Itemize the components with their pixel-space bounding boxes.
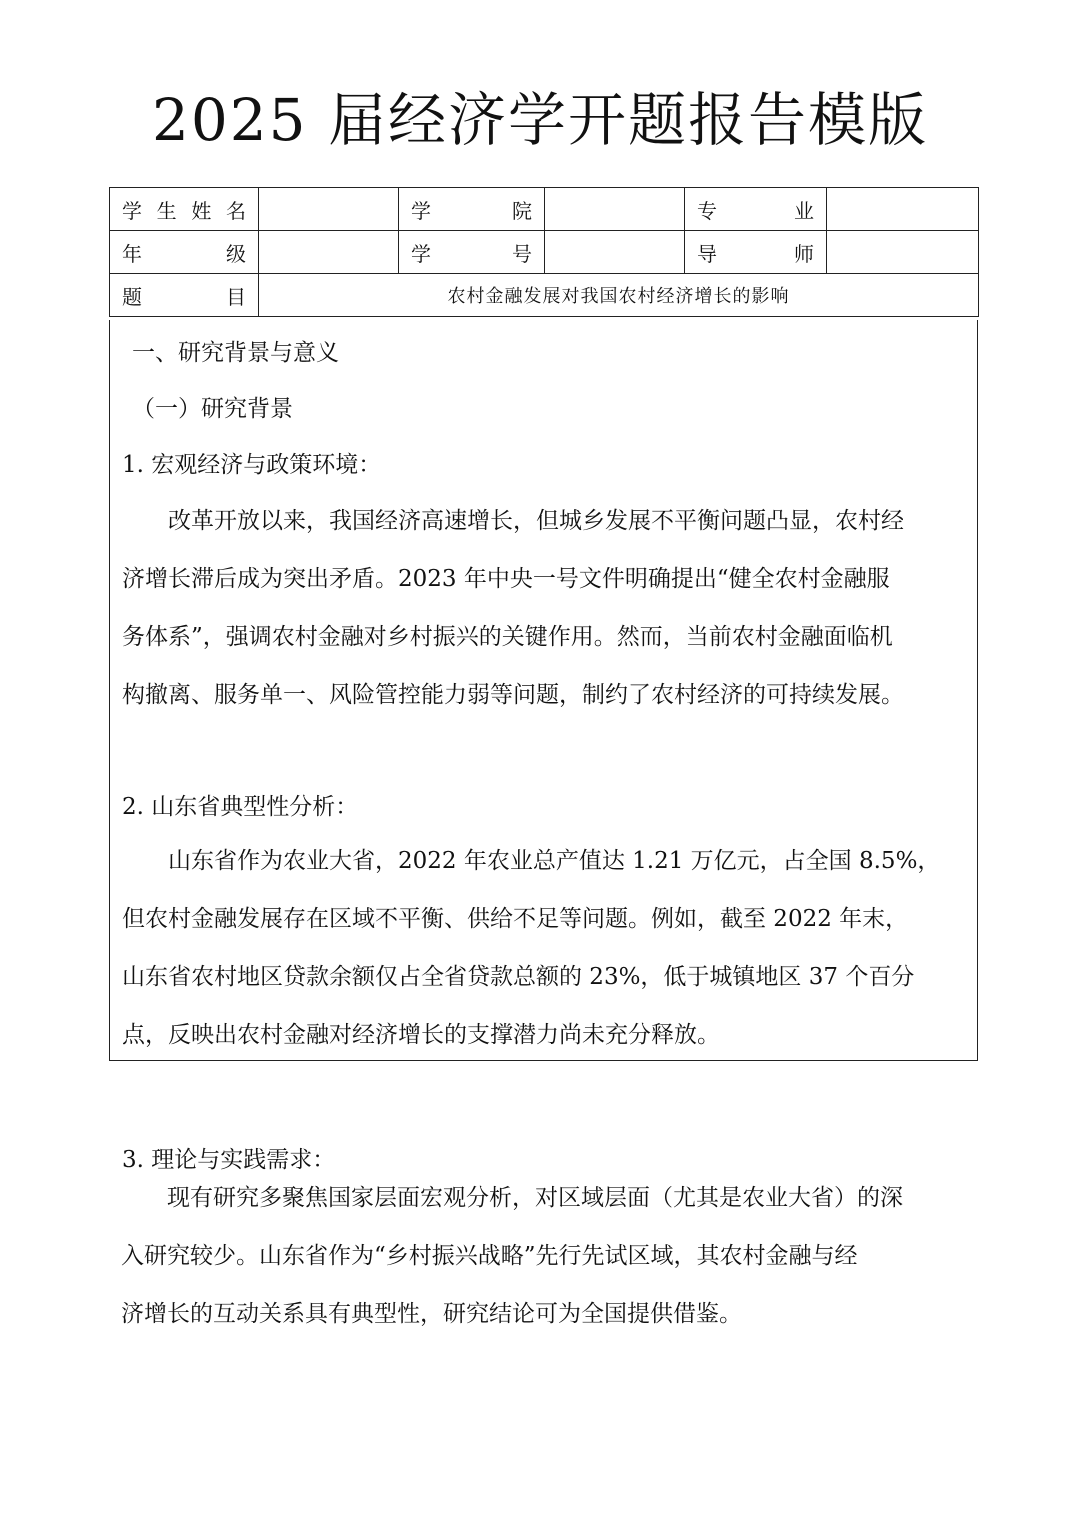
college-field[interactable] xyxy=(545,188,685,231)
advisor-label-cell xyxy=(685,231,827,274)
table-row xyxy=(110,274,979,317)
grade-label: 年 级 xyxy=(122,241,246,266)
paragraph-line: 山东省农村地区贷款余额仅占全省贷款总额的 23%，低于城镇地区 37 个百分 xyxy=(122,964,915,990)
grade-label-cell xyxy=(110,231,259,274)
student-id-label-cell xyxy=(399,231,545,274)
subsection-heading: （一）研究背景 xyxy=(132,396,293,422)
paragraph-line: 务体系”，强调农村金融对乡村振兴的关键作用。然而，当前农村金融面临机 xyxy=(122,624,893,650)
major-field[interactable] xyxy=(827,188,979,231)
topic-label-cell xyxy=(110,274,259,317)
item-heading: 3. 理论与实践需求： xyxy=(122,1147,336,1173)
paragraph-line: 济增长滞后成为突出矛盾。2023 年中央一号文件明确提出“健全农村金融服 xyxy=(122,566,890,592)
topic-label: 题 目 xyxy=(122,284,246,309)
table-row xyxy=(110,188,979,231)
section-heading: 一、研究背景与意义 xyxy=(132,340,339,366)
student-name-field[interactable] xyxy=(259,188,399,231)
paragraph-line: 现有研究多聚焦国家层面宏观分析，对区域层面（尤其是农业大省）的深 xyxy=(167,1185,903,1211)
item-heading: 1. 宏观经济与政策环境： xyxy=(122,452,382,478)
paragraph-line: 构撤离、服务单一、风险管控能力弱等问题，制约了农村经济的可持续发展。 xyxy=(122,682,904,708)
table-row xyxy=(110,231,979,274)
student-name-label: 学 生 姓 名 xyxy=(122,198,246,223)
content-box xyxy=(109,320,978,1173)
item-heading: 2. 山东省典型性分析： xyxy=(122,794,359,820)
major-label-cell xyxy=(685,188,827,231)
paragraph-3 xyxy=(121,1169,969,1343)
paragraph-2 xyxy=(122,832,970,1064)
paragraph-line: 点，反映出农村金融对经济增长的支撑潜力尚未充分释放。 xyxy=(122,1022,720,1048)
paragraph-1 xyxy=(122,492,970,724)
advisor-label: 导 师 xyxy=(697,241,814,266)
student-id-label: 学 号 xyxy=(411,241,532,266)
college-label: 学 院 xyxy=(411,198,532,223)
paragraph-line: 济增长的互动关系具有典型性，研究结论可为全国提供借鉴。 xyxy=(121,1301,742,1327)
paragraph-line: 但农村金融发展存在区域不平衡、供给不足等问题。例如，截至 2022 年末， xyxy=(122,906,909,932)
paragraph-line: 入研究较少。山东省作为“乡村振兴战略”先行先试区域，其农村金融与经 xyxy=(121,1243,858,1269)
topic-field[interactable]: 农村金融发展对我国农村经济增长的影响 xyxy=(259,274,979,317)
paragraph-line: 改革开放以来，我国经济高速增长，但城乡发展不平衡问题凸显，农村经 xyxy=(168,508,904,534)
document-title: 2025 届经济学开题报告模版 xyxy=(151,86,929,154)
paragraph-line: 山东省作为农业大省，2022 年农业总产值达 1.21 万亿元，占全国 8.5%， xyxy=(168,848,941,874)
college-label-cell xyxy=(399,188,545,231)
major-label: 专 业 xyxy=(697,198,814,223)
student-id-field[interactable] xyxy=(545,231,685,274)
advisor-field[interactable] xyxy=(827,231,979,274)
grade-field[interactable] xyxy=(259,231,399,274)
student-name-label-cell xyxy=(110,188,259,231)
info-table xyxy=(109,187,979,317)
